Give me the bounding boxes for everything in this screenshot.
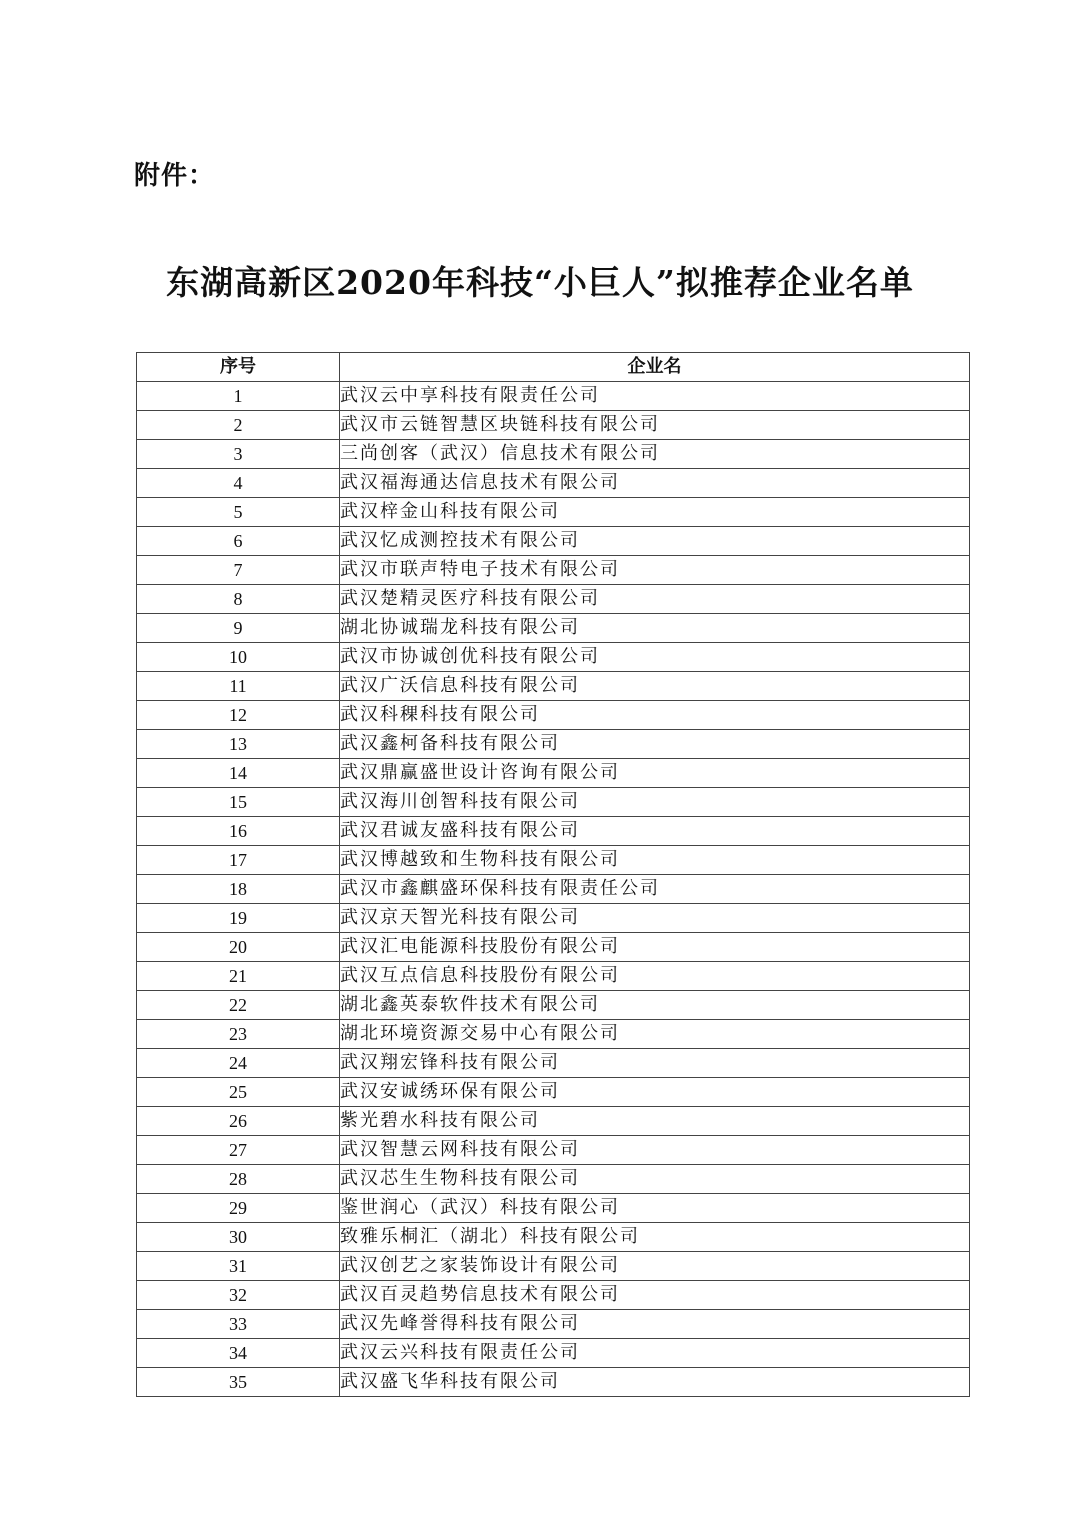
table-row (137, 846, 970, 875)
table-row (137, 701, 970, 730)
enterprise-name-cell: 武汉忆成测控技术有限公司 (340, 527, 970, 556)
serial-number-cell: 30 (137, 1223, 340, 1252)
enterprise-name-cell: 武汉君诚友盛科技有限公司 (340, 817, 970, 846)
serial-number-cell: 5 (137, 498, 340, 527)
enterprise-name-cell: 武汉百灵趋势信息技术有限公司 (340, 1281, 970, 1310)
serial-number-cell: 12 (137, 701, 340, 730)
enterprise-name-cell: 武汉市协诚创优科技有限公司 (340, 643, 970, 672)
serial-number-cell: 29 (137, 1194, 340, 1223)
enterprise-name-cell: 武汉市联声特电子技术有限公司 (340, 556, 970, 585)
enterprise-name-cell: 湖北鑫英泰软件技术有限公司 (340, 991, 970, 1020)
enterprise-name-cell: 武汉鑫柯备科技有限公司 (340, 730, 970, 759)
enterprise-name-cell: 武汉市云链智慧区块链科技有限公司 (340, 411, 970, 440)
serial-number-cell: 8 (137, 585, 340, 614)
header-enterprise-name: 企业名 (340, 353, 970, 382)
enterprise-name-cell: 武汉梓金山科技有限公司 (340, 498, 970, 527)
table-row (137, 1281, 970, 1310)
enterprise-name-cell: 武汉盛飞华科技有限公司 (340, 1368, 970, 1397)
serial-number-cell: 16 (137, 817, 340, 846)
serial-number-cell: 3 (137, 440, 340, 469)
table-row (137, 788, 970, 817)
serial-number-cell: 15 (137, 788, 340, 817)
enterprise-name-cell: 湖北协诚瑞龙科技有限公司 (340, 614, 970, 643)
enterprise-name-cell: 致雅乐桐汇（湖北）科技有限公司 (340, 1223, 970, 1252)
table-row (137, 556, 970, 585)
table-row (137, 1252, 970, 1281)
table-row (137, 1223, 970, 1252)
table-row (137, 1136, 970, 1165)
enterprise-name-cell: 武汉福海通达信息技术有限公司 (340, 469, 970, 498)
table-row (137, 672, 970, 701)
table-row (137, 469, 970, 498)
serial-number-cell: 35 (137, 1368, 340, 1397)
table-row (137, 904, 970, 933)
serial-number-cell: 14 (137, 759, 340, 788)
serial-number-cell: 19 (137, 904, 340, 933)
table-row (137, 962, 970, 991)
table-row (137, 643, 970, 672)
enterprise-name-cell: 武汉云中享科技有限责任公司 (340, 382, 970, 411)
serial-number-cell: 24 (137, 1049, 340, 1078)
serial-number-cell: 18 (137, 875, 340, 904)
header-serial-number: 序号 (137, 353, 340, 382)
table-row (137, 730, 970, 759)
serial-number-cell: 13 (137, 730, 340, 759)
table-row (137, 1020, 970, 1049)
serial-number-cell: 31 (137, 1252, 340, 1281)
enterprise-name-cell: 武汉先峰誉得科技有限公司 (340, 1310, 970, 1339)
serial-number-cell: 10 (137, 643, 340, 672)
table-row (137, 875, 970, 904)
serial-number-cell: 32 (137, 1281, 340, 1310)
serial-number-cell: 27 (137, 1136, 340, 1165)
enterprise-name-cell: 三尚创客（武汉）信息技术有限公司 (340, 440, 970, 469)
table-row (137, 614, 970, 643)
enterprise-name-cell: 武汉科稞科技有限公司 (340, 701, 970, 730)
serial-number-cell: 2 (137, 411, 340, 440)
table-row (137, 382, 970, 411)
enterprise-name-cell: 武汉鼎赢盛世设计咨询有限公司 (340, 759, 970, 788)
serial-number-cell: 22 (137, 991, 340, 1020)
table-row (137, 1165, 970, 1194)
enterprise-name-cell: 武汉智慧云网科技有限公司 (340, 1136, 970, 1165)
table-row (137, 1368, 970, 1397)
serial-number-cell: 21 (137, 962, 340, 991)
table-row (137, 1049, 970, 1078)
enterprise-name-cell: 武汉创艺之家装饰设计有限公司 (340, 1252, 970, 1281)
serial-number-cell: 6 (137, 527, 340, 556)
table-header-row (137, 353, 970, 382)
table-row (137, 991, 970, 1020)
serial-number-cell: 20 (137, 933, 340, 962)
table-row (137, 817, 970, 846)
table-row (137, 585, 970, 614)
enterprise-name-cell: 鉴世润心（武汉）科技有限公司 (340, 1194, 970, 1223)
enterprise-name-cell: 武汉博越致和生物科技有限公司 (340, 846, 970, 875)
table-row (137, 759, 970, 788)
serial-number-cell: 34 (137, 1339, 340, 1368)
serial-number-cell: 26 (137, 1107, 340, 1136)
enterprise-name-cell: 湖北环境资源交易中心有限公司 (340, 1020, 970, 1049)
serial-number-cell: 23 (137, 1020, 340, 1049)
serial-number-cell: 4 (137, 469, 340, 498)
table-body (137, 382, 970, 1397)
enterprise-name-cell: 武汉云兴科技有限责任公司 (340, 1339, 970, 1368)
table-row (137, 1107, 970, 1136)
serial-number-cell: 33 (137, 1310, 340, 1339)
table-row (137, 1194, 970, 1223)
enterprise-name-cell: 武汉市鑫麒盛环保科技有限责任公司 (340, 875, 970, 904)
enterprise-name-cell: 武汉汇电能源科技股份有限公司 (340, 933, 970, 962)
table-row (137, 933, 970, 962)
serial-number-cell: 28 (137, 1165, 340, 1194)
table-row (137, 1339, 970, 1368)
serial-number-cell: 1 (137, 382, 340, 411)
enterprise-name-cell: 武汉楚精灵医疗科技有限公司 (340, 585, 970, 614)
table-row (137, 1078, 970, 1107)
enterprise-name-cell: 紫光碧水科技有限公司 (340, 1107, 970, 1136)
table-row (137, 1310, 970, 1339)
attachment-label: 附件： (134, 161, 216, 191)
table-row (137, 411, 970, 440)
serial-number-cell: 11 (137, 672, 340, 701)
table-row (137, 527, 970, 556)
serial-number-cell: 7 (137, 556, 340, 585)
enterprise-name-cell: 武汉芯生生物科技有限公司 (340, 1165, 970, 1194)
enterprise-name-cell: 武汉海川创智科技有限公司 (340, 788, 970, 817)
enterprise-name-cell: 武汉翔宏锋科技有限公司 (340, 1049, 970, 1078)
enterprise-table (136, 352, 970, 1397)
enterprise-name-cell: 武汉京天智光科技有限公司 (340, 904, 970, 933)
enterprise-name-cell: 武汉广沃信息科技有限公司 (340, 672, 970, 701)
table-row (137, 498, 970, 527)
table-row (137, 440, 970, 469)
document-title: 东湖高新区2020年科技“小巨人”拟推荐企业名单 (166, 263, 914, 302)
serial-number-cell: 25 (137, 1078, 340, 1107)
enterprise-name-cell: 武汉安诚绣环保有限公司 (340, 1078, 970, 1107)
enterprise-name-cell: 武汉互点信息科技股份有限公司 (340, 962, 970, 991)
serial-number-cell: 17 (137, 846, 340, 875)
serial-number-cell: 9 (137, 614, 340, 643)
